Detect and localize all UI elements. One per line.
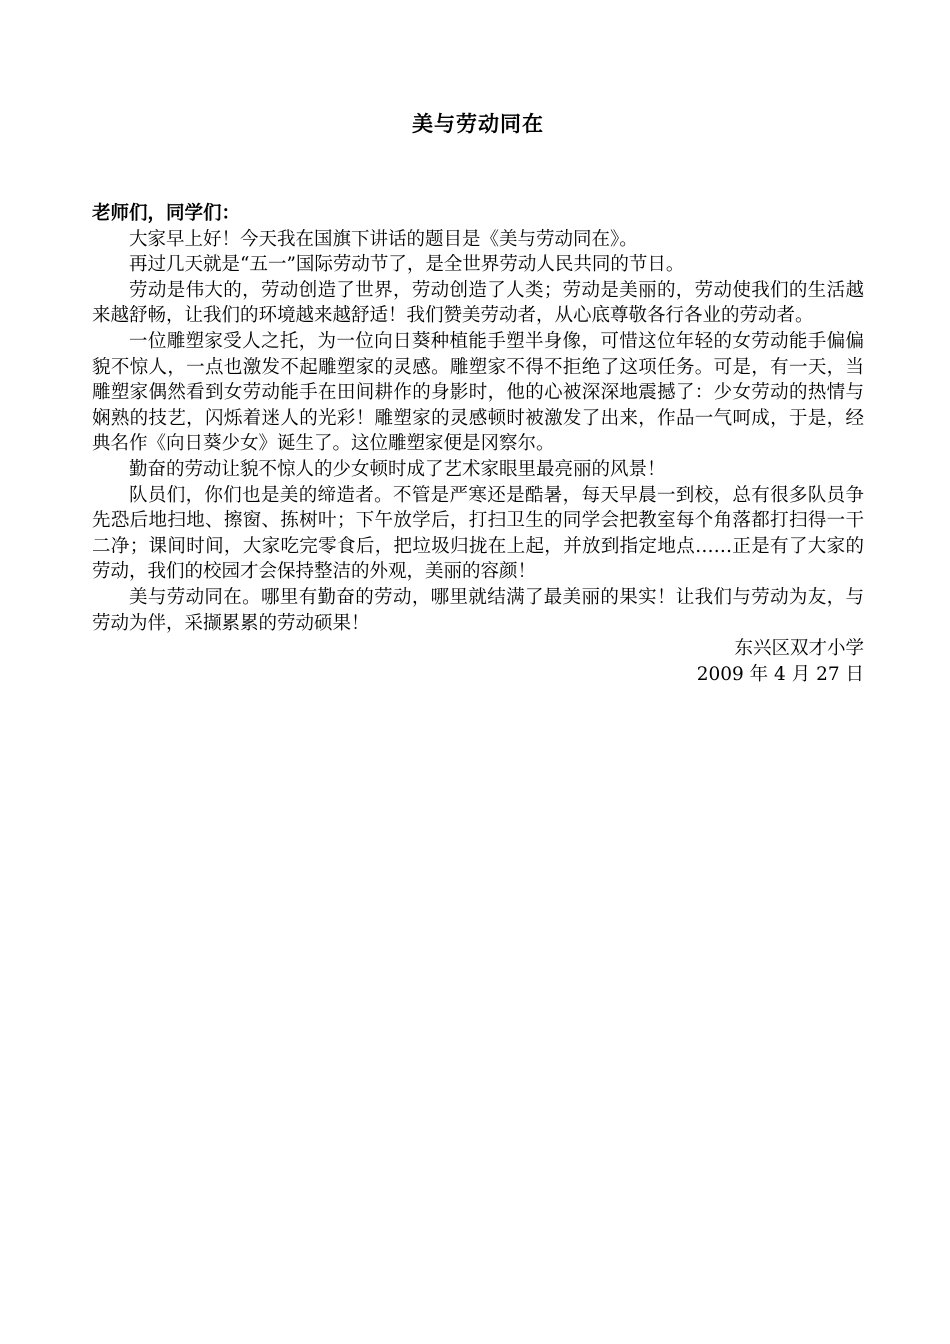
paragraph-sculptor-story: 一位雕塑家受人之托，为一位向日葵种植能手塑半身像，可惜这位年轻的女劳动能手偏偏貌不惊人，一点也激发不起雕塑家的灵感。雕塑家不得不拒绝了这项任务。可是，有一天，当雕塑家偶然看到女劳动能手在田间耕作的身影时，他的心被深深地震撼了：少女劳动的热情与娴熟的技艺，闪烁着迷人的光彩！雕塑家的灵感顿时被激发了出来，作品一气呵成，于是，经典名作《向日葵少女》诞生了。这位雕塑家便是冈察尔。: [92, 330, 864, 455]
paragraph-team-members: 队员们，你们也是美的缔造者。不管是严寒还是酷暑，每天早晨一到校，总有很多队员争先恐后地扫地、擦窗、拣树叶；下午放学后，打扫卫生的同学会把教室每个角落都打扫得一干二净；课间时间，大家吃完零食后，把垃圾归拢在上起，并放到指定地点……正是有了大家的劳动，我们的校园才会保持整洁的外观，美丽的容颜！: [92, 484, 864, 583]
paragraph-scenery: 勤奋的劳动让貌不惊人的少女顿时成了艺术家眼里最亮丽的风景！: [129, 458, 666, 480]
document-body: [92, 201, 864, 687]
paragraph-greeting: 大家早上好！今天我在国旗下讲话的题目是《美与劳动同在》。: [129, 228, 638, 250]
paragraph-labor-praise: 劳动是伟大的，劳动创造了世界，劳动创造了人类；劳动是美丽的，劳动使我们的生活越来越舒畅，让我们的环境越来越舒适！我们赞美劳动者，从心底尊敬各行各业的劳动者。: [92, 279, 864, 327]
paragraph-closing: 美与劳动同在。哪里有勤奋的劳动，哪里就结满了最美丽的果实！让我们与劳动为友，与劳动为伴，采撷累累的劳动硕果！: [92, 586, 864, 634]
document-title: 美与劳动同在: [412, 111, 544, 136]
signature-school: 东兴区双才小学: [734, 638, 864, 660]
paragraph-may-day: 再过几天就是“五一”国际劳动节了，是全世界劳动人民共同的节日。: [129, 254, 685, 276]
signature-date: 2009 年 4 月 27 日: [696, 663, 864, 685]
salutation: 老师们，同学们：: [92, 203, 241, 224]
